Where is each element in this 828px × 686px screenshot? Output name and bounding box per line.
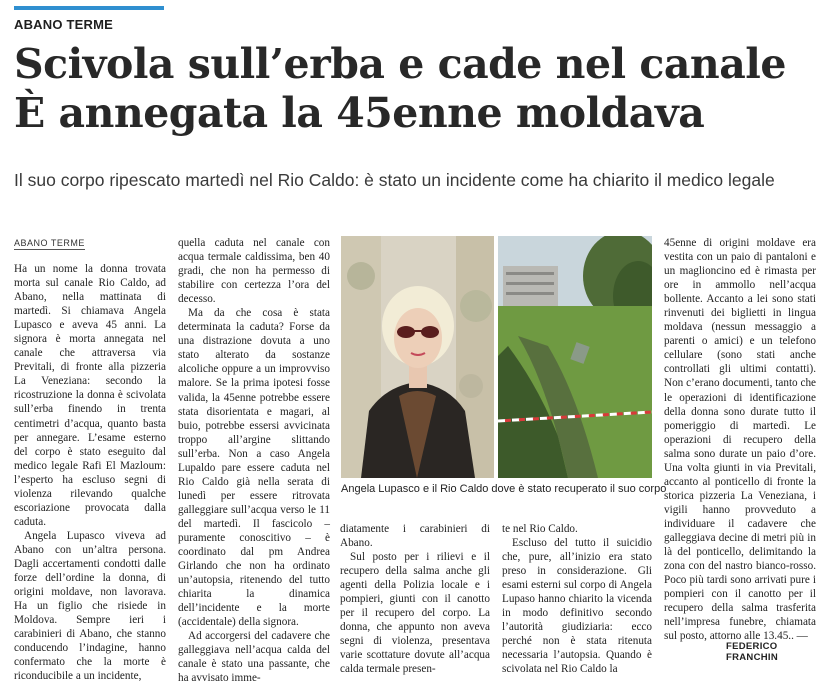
section-kicker: ABANO TERME [14,17,113,32]
section-accent-bar [14,6,164,10]
article-column-1 [14,262,166,683]
paragraph: Escluso del tutto il suicidio che, pure, all’inizio era stato preso in considerazione. Gli esami esterni sul corpo di Angela Lupaso hanno chiarito la vicenda in modo definitivo secondo l’autorità giudiziaria: ecco perché non è stata ritenuta necessaria l’autopsia. Quando è scivolata nel Rio Caldo la [502,537,652,676]
canal-photo [498,236,652,478]
dateline: ABANO TERME [14,238,85,248]
paragraph: diatamente i carabinieri di Abano. [340,523,490,550]
paragraph: 45enne di origini moldave era vestita con un paio di pantaloni e un maglioncino ed è rimasta per ore in ammollo nell’acqua bollente. Accanto a lei sono stati rinvenuti dei biglietti in lingua moldava (nessun messaggio a parenti o amici) e un telefono cellulare (sono stati anche controllati gli ultimi contatti). Non c’erano documenti, tanto che le operazioni di identificazione della donna sono durate tutto il pomeriggio di martedì. Le operazioni di recupero della salma sono durate un paio d’ore. Una volta giunti in via Previtali, accanto al ponticello di fronte la storica pizzeria La Veneziana, i vigili hanno provveduto a individuare il cadavere che galleggiava decine di metri più in là del ponticello, delimitando la zona con del nastro bianco-rosso. Poco più tardi sono arrivati pure i pompieri con il canotto per il recupero della salma trasferita nell’impresa funebre, chiamata sul posto, attorno alle 13.45.. — [664,237,816,643]
paragraph: Ma da che cosa è stata determinata la caduta? Forse da una distrazione dovuta a uno stato alterato da sostanze alcoliche oppure a un improvviso malore. Se la prima ipotesi fosse valida, la 45enne potrebbe essere stata disorientata e magari, al buio, potrebbe essersi avvicinata troppo all’argine slittando sull’erba. Non a caso Angela Lupaldo pare essere caduta nel Rio Caldo già nella serata di lunedì per essere ritrovata galleggiare sull’acqua verso le 11 del martedì. Il fascicolo – puramente conoscitivo – è coordinato dal pm Andrea Girlando che non ha ordinato un’autopsia, ritenendo del tutto chiarita la dinamica dell’incidente e la morte (accidentale) della signora. [178,307,330,629]
paragraph: Angela Lupasco viveva ad Abano con un’altra persona. Dagli accertamenti condotti dalle forze dell’ordine la donna, di origini moldave, non lavorava. Ha un figlio che risiede in Moldova. Sempre ieri i carabinieri di Abano, che stanno conducendo l’indagine, hanno confermato che la morte è riconducibile a un incidente, [14,529,166,683]
article-column-2 [178,236,330,686]
article-column-3 [340,522,490,677]
headline [14,40,814,138]
subheadline: Il suo corpo ripescato martedì nel Rio Caldo: è stato un incidente come ha chiarito il medico legale [14,170,775,190]
paragraph: Sul posto per i rilievi e il recupero della salma anche gli agenti della Polizia locale e i pompieri, giunti con il canotto per il recupero del corpo. La donna, che appunto non aveva segni di violenza, presentava varie scottature dovute all’acqua calda termale presen- [340,551,490,676]
headline-line-2: È annegata la 45enne moldava [14,89,705,137]
photo-caption: Angela Lupasco e il Rio Caldo dove è stato recuperato il suo corpo [341,483,667,495]
author-byline: FEDERICO FRANCHIN [726,641,779,663]
article-column-4 [502,522,652,677]
portrait-photo [341,236,494,478]
paragraph: Ad accorgersi del cadavere che galleggiava nell’acqua calda del canale è stato una passante, che ha avvisato imme- [178,630,330,685]
paragraph: te nel Rio Caldo. [502,523,578,535]
paragraph: Ha un nome la donna trovata morta sul canale Rio Caldo, ad Abano, nella mattinata di martedì. Si chiamava Angela Lupasco e aveva 45 anni. La signora è morta annegata nel canale che attraversa via Previtali, di fronte alla pizzeria La Veneziana: secondo la ricostruzione la donna è scivolata sull’erba finendo in trenta centimetri d’acqua, quanto basta per annegare. L’esame esterno del corpo è stato eseguito dal medico legale Rafi El Mazloum: l’esperto ha escluso segni di violenza rilevando qualche escoriazione provocata dalla caduta. [14,263,166,528]
paragraph: quella caduta nel canale con acqua termale caldissima, ben 40 gradi, che non ha permesso di stabilire con certezza l’ora del decesso. [178,237,330,306]
article-column-5 [664,236,816,643]
headline-line-1: Scivola sull’erba e cade nel canale [14,40,786,88]
